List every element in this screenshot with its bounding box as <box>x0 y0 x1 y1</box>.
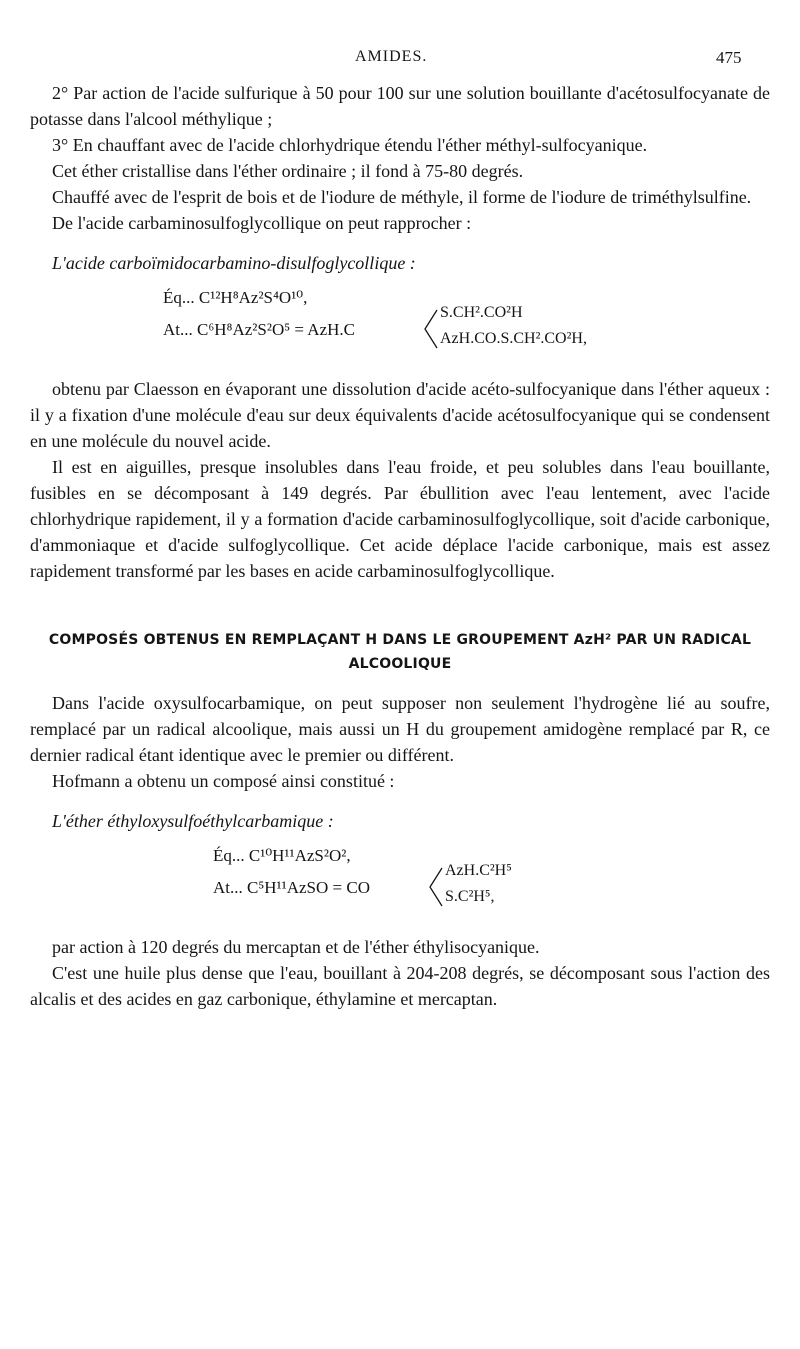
section-heading-line1: COMPOSÉS OBTENUS EN REMPLAÇANT H DANS LE GROUPEMENT AzH² PAR UN RADICAL <box>48 632 752 648</box>
formula-carboimido <box>30 284 770 376</box>
paragraph-oil-properties: C'est une huile plus dense que l'eau, bouillant à 204-208 degrés, se décomposant sous l'action des alcalis et des acides en gaz carbonique, éthylamine et mercaptan. <box>30 963 770 1009</box>
formula-eq-label: Éq... <box>213 846 249 865</box>
branch-top: S.CH².CO²H <box>440 304 523 321</box>
paragraph-method-3: 3° En chauffant avec de l'acide chlorhydrique étendu l'éther méthyl-sulfocyanique. <box>52 135 648 155</box>
page-number: 475 <box>716 48 742 67</box>
formula-at-line <box>213 878 370 898</box>
formula-eq: C¹²H⁸Az²S⁴O¹⁰, <box>198 288 308 307</box>
running-header <box>0 48 800 72</box>
paragraph-properties: Il est en aiguilles, presque insolubles dans l'eau froide, et peu solubles dans l'eau bouillante, fusibles en se décomposant à 149 degrés. Par ébullition avec l'eau lentement, avec l'acide chlorhydrique rapidement, il y a formation d'acide carbaminosulfoglycollique, soit d'acide carbonique, d'ammoniaque et d'acide sulfoglycollique. Cet acide déplace l'acide carbonique, mais est assez rapidement transformé par les bases en acide carbaminosulfoglycollique. <box>30 457 770 581</box>
paragraph-heated-with-wood-spirit: Chauffé avec de l'esprit de bois et de l'iodure de méthyle, il forme de l'iodure de triméthylsulfine. <box>52 187 752 207</box>
section-heading <box>30 628 770 676</box>
formula-at: C⁶H⁸Az²S²O⁵ = AzH.C <box>197 320 355 339</box>
formula-eq-line <box>213 846 351 866</box>
branch-bracket <box>428 866 444 908</box>
running-title: AMIDES. <box>355 48 428 65</box>
paragraph-hofmann: Hofmann a obtenu un composé ainsi constitué : <box>52 771 395 791</box>
section-heading-line2: ALCOOLIQUE <box>348 656 452 672</box>
paragraph-oxysulfocarbamic: Dans l'acide oxysulfocarbamique, on peut supposer non seulement l'hydrogène lié au soufre, remplacé par un radical alcoolique, mais aussi un H du groupement amidogène remplacé par R, ce dernier radical étant identique avec le premier ou différent. <box>30 693 770 765</box>
paragraph-comparison-intro: De l'acide carbaminosulfoglycollique on peut rapprocher : <box>52 213 472 233</box>
formula-eq-line <box>163 288 307 308</box>
paragraph-claesson: obtenu par Claesson en évaporant une dissolution d'acide acéto-sulfocyanique dans l'éther aqueux : il y a fixation d'une molécule d'eau sur deux équivalents d'acide acétosulfocyanique qui se condensent en une molécule du nouvel acide. <box>30 379 770 451</box>
paragraph-preparation: par action à 120 degrés du mercaptan et de l'éther éthylisocyanique. <box>52 937 540 957</box>
formula-eq: C¹⁰H¹¹AzS²O², <box>248 846 351 865</box>
formula-at-line <box>163 320 355 340</box>
branch-bracket <box>423 308 439 350</box>
formula-at-label: At... <box>163 320 197 339</box>
compound-title-ether: L'éther éthyloxysulfoéthylcarbamique : <box>52 811 334 831</box>
branch-bottom: S.C²H⁵, <box>445 888 495 905</box>
page-body <box>30 80 770 1012</box>
paragraph-method-2: 2° Par action de l'acide sulfurique à 50 pour 100 sur une solution bouillante d'acétosulfocyanate de potasse dans l'alcool méthylique ; <box>30 83 770 129</box>
branch-top: AzH.C²H⁵ <box>445 862 512 879</box>
compound-title-carboimido: L'acide carboïmidocarbamino-disulfoglycollique : <box>52 253 416 273</box>
formula-ether <box>30 842 770 934</box>
formula-at-label: At... <box>213 878 247 897</box>
branch-bottom: AzH.CO.S.CH².CO²H, <box>440 330 587 347</box>
formula-at: C⁵H¹¹AzSO = CO <box>247 878 370 897</box>
paragraph-ether-crystallizes: Cet éther cristallise dans l'éther ordinaire ; il fond à 75-80 degrés. <box>52 161 524 181</box>
formula-eq-label: Éq... <box>163 288 199 307</box>
